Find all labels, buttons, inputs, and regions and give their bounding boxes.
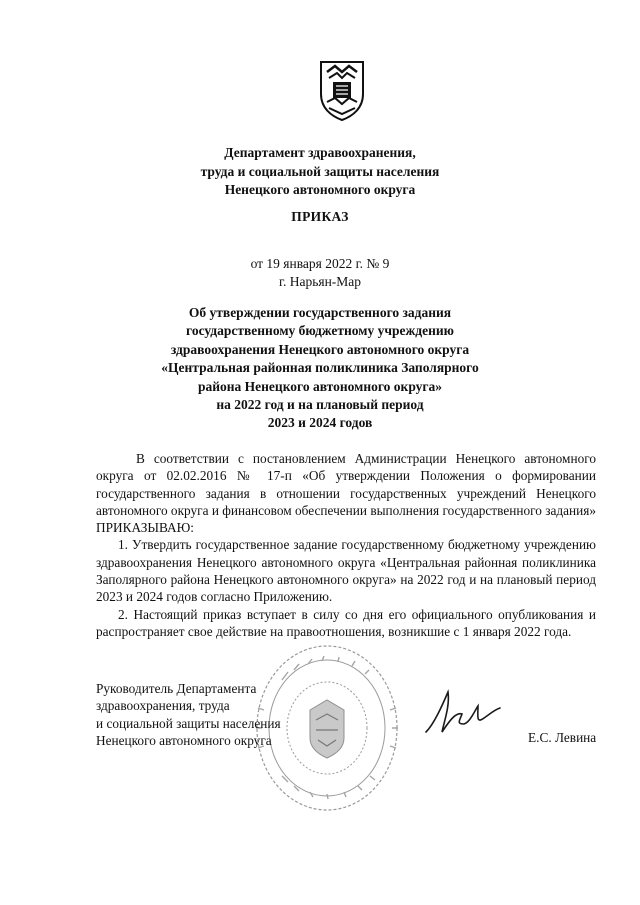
department-line: Ненецкого автономного округа xyxy=(224,182,416,197)
order-subject xyxy=(0,304,640,433)
subject-line: здравоохранения Ненецкого автономного округа xyxy=(170,341,470,357)
order-item-1: 1. Утвердить государственное задание государственному бюджетному учреждению здравоохранения Ненецкого автономного округа «Центральная районная поликлиника Заполярного района Ненецкого автономного округа» на 2022 год и на плановый период 2023 и 2024 годов согласно Приложению. xyxy=(96,537,596,605)
order-item-2: 2. Настоящий приказ вступает в силу со дня его официального опубликования и распространяет свое действие на правоотношения, возникшие с 1 января 2022 года. xyxy=(96,606,596,639)
preamble-paragraph: В соответствии с постановлением Администрации Ненецкого автономного округа от 02.02.2016 № 17-п «Об утверждении Положения о формировании государственного задания в отношении государственных учреждений Ненецкого автономного округа и финансовом обеспечении выполнения государственного задания» ПРИКАЗЫВАЮ: xyxy=(96,451,597,536)
subject-line: «Центральная районная поликлиника Заполярного xyxy=(161,360,479,376)
position-line: здравоохранения, труда xyxy=(96,698,230,714)
signatory-position xyxy=(96,680,281,750)
position-line: Ненецкого автономного округа xyxy=(96,733,272,749)
document-type: ПРИКАЗ xyxy=(291,209,349,224)
subject-line: Об утверждении государственного задания xyxy=(188,305,452,320)
subject-line: на 2022 год и на плановый период xyxy=(216,397,424,413)
department-name xyxy=(0,144,640,200)
subject-line: 2023 и 2024 годов xyxy=(267,415,373,431)
coat-of-arms-icon xyxy=(317,58,367,122)
order-body xyxy=(96,450,596,640)
handwritten-signature xyxy=(420,684,504,738)
order-place: г. Нарьян-Мар xyxy=(278,274,362,289)
department-line: труда и социальной защиты населения xyxy=(200,163,440,179)
position-line: и социальной защиты населения xyxy=(96,715,281,731)
subject-line: района Ненецкого автономного округа» xyxy=(197,378,443,394)
subject-line: государственному бюджетному учреждению xyxy=(186,323,454,339)
position-line: Руководитель Департамента xyxy=(96,681,257,696)
order-date-number: от 19 января 2022 г. № 9 xyxy=(250,256,390,271)
department-line: Департамент здравоохранения, xyxy=(224,145,416,160)
date-number-block xyxy=(0,255,640,291)
signer-name: Е.С. Левина xyxy=(528,730,597,745)
